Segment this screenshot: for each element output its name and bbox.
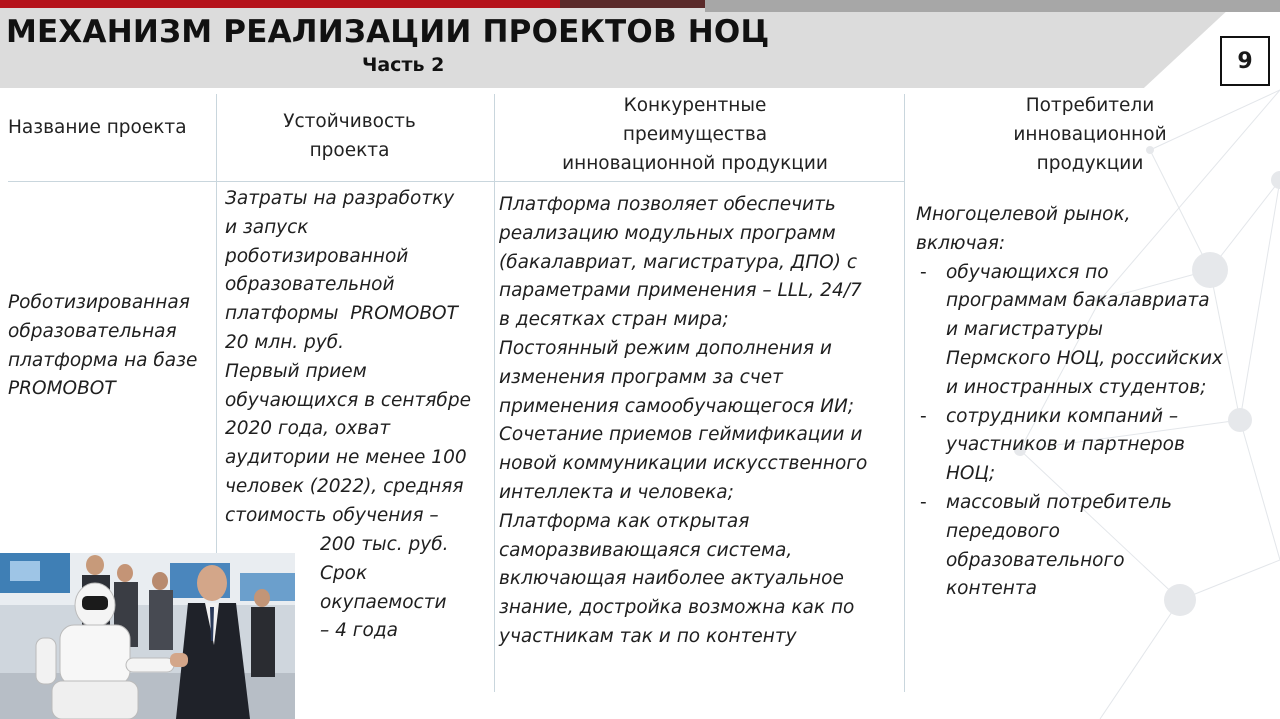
cell-line: человек (2022), средняя xyxy=(225,475,464,497)
cell-line: применения самообучающегося ИИ; xyxy=(499,395,855,417)
cell-line: изменения программ за счет xyxy=(499,366,783,388)
cell-line: параметрами применения – LLL, 24/7 xyxy=(499,280,862,302)
header-line: проекта xyxy=(309,140,390,161)
promobot-photo xyxy=(0,553,295,719)
cell-line: Постоянный режим дополнения и xyxy=(499,337,832,359)
sustainability-cell xyxy=(225,185,493,531)
cell-line: и запуск xyxy=(225,216,309,238)
cell-line: стоимость обучения – xyxy=(225,504,439,526)
cell-line: платформа на базе xyxy=(8,349,198,371)
column-header-consumers xyxy=(905,91,1275,178)
cell-line: включая: xyxy=(916,232,1006,254)
cell-line: Затраты на разработку xyxy=(225,188,455,209)
page-number: 9 xyxy=(1220,36,1270,86)
cell-line: Платформа как открытая xyxy=(499,510,750,532)
header-divider xyxy=(8,181,904,182)
cell-line: образовательная xyxy=(8,320,177,342)
cell-line: саморазвивающаяся система, xyxy=(499,539,793,561)
header-line: продукции xyxy=(1036,153,1144,174)
cell-line: обучающихся в сентябре xyxy=(225,389,471,411)
column-header-sustainability xyxy=(217,107,482,165)
cell-line: Роботизированная xyxy=(8,292,190,313)
photo-illustration xyxy=(0,553,295,719)
header-line: Конкурентные xyxy=(623,95,767,116)
cell-line: Пермского НОЦ, российских xyxy=(946,347,1223,369)
cell-line: образовательной xyxy=(225,274,395,296)
cell-line: НОЦ; xyxy=(946,463,996,485)
cell-line: (бакалавриат, магистратура, ДПО) с xyxy=(499,251,858,273)
cell-line: Срок xyxy=(320,562,368,584)
header-line: инновационной xyxy=(1013,124,1167,145)
consumers-cell xyxy=(916,201,1261,604)
cell-line: новой коммуникации искусственного xyxy=(499,453,868,475)
cell-line: 2020 года, охват xyxy=(225,418,391,440)
cell-line: PROMOBOT xyxy=(8,378,116,400)
cell-line: 200 тыс. руб. xyxy=(320,534,449,555)
cell-line: платформы PROMOBOT xyxy=(225,303,458,325)
page-title: МЕХАНИЗМ РЕАЛИЗАЦИИ ПРОЕКТОВ НОЦ xyxy=(6,14,770,50)
cell-line: Первый прием xyxy=(225,360,367,382)
header-line: инновационной продукции xyxy=(562,153,828,174)
top-accent-bar-grey xyxy=(705,0,1280,12)
top-accent-bar-dark xyxy=(560,0,705,8)
cell-line: знание, достройка возможна как по xyxy=(499,597,855,619)
cell-line: Сочетание приемов геймификации и xyxy=(499,424,863,446)
cell-line: 20 млн. руб. xyxy=(225,331,345,353)
cell-line: - обучающихся по xyxy=(946,261,1109,283)
advantages-cell xyxy=(499,191,902,652)
cell-line: и магистратуры xyxy=(946,319,1104,341)
header-line: Устойчивость xyxy=(283,111,416,132)
cell-line: передового xyxy=(946,520,1060,542)
cell-line: интеллекта и человека; xyxy=(499,481,734,503)
cell-line: в десятках стран мира; xyxy=(499,309,729,331)
cell-line: окупаемости xyxy=(320,591,447,613)
column-header-advantages xyxy=(495,91,895,178)
cell-line: контента xyxy=(946,578,1037,600)
column-divider xyxy=(494,94,495,692)
cell-line: аудитории не менее 100 xyxy=(225,447,467,469)
consumers-list xyxy=(916,259,1261,605)
header-text: Название проекта xyxy=(8,117,187,138)
cell-line: - массовый потребитель xyxy=(946,491,1173,513)
header-line: Потребители xyxy=(1025,95,1155,116)
header-line: преимущества xyxy=(622,124,768,145)
cell-line: - сотрудники компаний – xyxy=(946,405,1179,427)
cell-line: включающая наиболее актуальное xyxy=(499,568,844,590)
column-header-project-name xyxy=(8,113,208,142)
top-accent-bar xyxy=(0,0,560,8)
list-item xyxy=(916,403,1261,489)
cell-line: реализацию модульных программ xyxy=(499,222,836,244)
list-item xyxy=(916,489,1261,604)
cell-line: образовательного xyxy=(946,549,1125,571)
column-divider xyxy=(904,94,905,692)
sustainability-cell-tail xyxy=(320,531,490,646)
cell-line: программам бакалавриата xyxy=(946,290,1210,312)
cell-line: Платформа позволяет обеспечить xyxy=(499,194,836,215)
project-name-cell xyxy=(8,289,218,404)
cell-line: роботизированной xyxy=(225,245,409,267)
page-subtitle: Часть 2 xyxy=(362,54,445,76)
cell-line: и иностранных студентов; xyxy=(946,376,1207,398)
list-item xyxy=(916,259,1261,403)
cell-line: Многоцелевой рынок, xyxy=(916,204,1131,225)
cell-line: – 4 года xyxy=(320,620,398,642)
cell-line: участникам так и по контенту xyxy=(499,625,797,647)
cell-line: участников и партнеров xyxy=(946,434,1185,456)
